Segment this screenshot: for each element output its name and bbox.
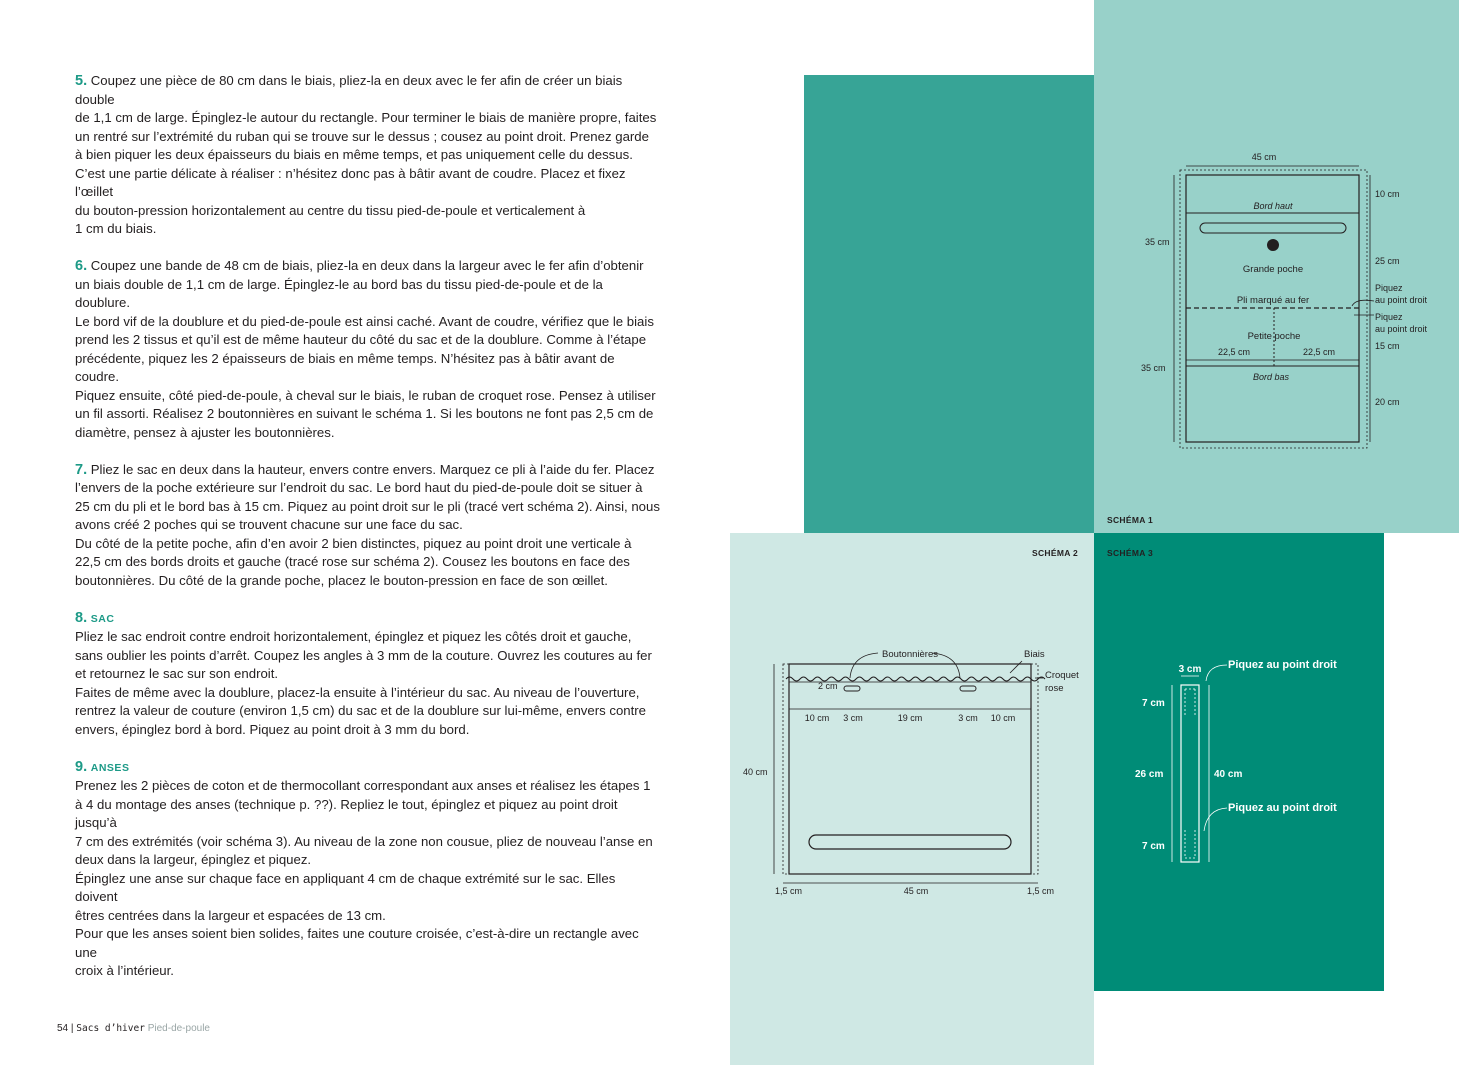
schema-3-width: 3 cm [1178,664,1202,675]
schema-2-height: 40 cm [743,767,768,777]
schema-1-pli: Pli marqué au fer [1236,295,1310,306]
teal-panel [804,75,1094,533]
step-9-line-2: 7 cm des extrémités (voir schéma 3). Au niveau de la zone non cousue, pliez de nouveau l’anse en [75,833,653,849]
pocket-opening [1200,223,1346,233]
schema-2-biais: Biais [1024,649,1045,660]
schema-2-two-cm: 2 cm [818,681,838,691]
schema-3-mid-26: 26 cm [1135,769,1164,780]
step-5-line-4: C’est une partie délicate à réaliser : n’hésitez donc pas à bâtir avant de coudre. Placez et fixez l’œillet [75,165,626,199]
instructions-column [75,72,660,999]
step-9-line-3: deux dans la largeur, épinglez et piquez. [75,852,312,867]
step-8-line-1: sans oublier les points d’arrêt. Coupez les angles à 3 mm de la couture. Ouvrez les coutures au fer [75,647,652,663]
step-8-line-0: Pliez le sac endroit contre endroit horizontalement, épinglez et piquez les côtés droit et gauche, [75,629,632,644]
step-9 [75,758,660,981]
step-6-line-3: prend les 2 tissus et qu’il est de même hauteur du côté du sac et de la doublure. Comme à l’étape [75,332,647,347]
schema-1-bord-haut: Bord haut [1253,201,1293,211]
schema-2-seg-1: 10 cm [804,713,830,723]
schema-3-piquez-bottom: Piquez au point droit [1228,802,1337,814]
schema-2-bottom-right: 1,5 cm [1027,886,1055,896]
buttonhole-left [844,686,860,691]
step-9-line-0: Prenez les 2 pièces de coton et de thermocollant correspondant aux anses et réalisez les étapes 1 [75,778,651,793]
handle-outline [1181,685,1199,862]
schema-2-bag-outline [789,664,1031,874]
schema-1-diagram [1094,0,1459,533]
schema-2-bottom-mid: 45 cm [903,886,929,896]
step-8-line-2: et retournez le sac sur son endroit. [75,666,279,681]
step-9-number: 9. [75,758,88,775]
schema-1-right-25: 25 cm [1375,256,1400,266]
schema-1-piquez-1b: au point droit [1375,295,1428,305]
schema-1-grande-poche: Grande poche [1242,264,1304,275]
step-8-heading [75,609,660,629]
step-6-line-5: Piquez ensuite, côté pied-de-poule, à cheval sur le biais, le ruban de croquet rose. Pensez à utiliser [75,387,656,403]
schema-1-left-half: 22,5 cm [1217,347,1251,357]
step-8-number: 8. [75,609,88,626]
step-5-line-3: à bien piquer les deux épaisseurs du biais en même temps, et pas uniquement celle du dessus. [75,147,633,162]
step-9-line-4: Épinglez une anse sur chaque face en appliquant 4 cm de chaque extrémité sur le sac. Elles doivent [75,870,616,904]
schema-2-seg-5: 10 cm [990,713,1016,723]
schema-3-bottom-7: 7 cm [1142,841,1165,852]
schema-3-diagram [1094,533,1384,991]
step-7-number: 7. [75,461,88,478]
step-6-line-7: diamètre, pensez à ajuster les boutonnières. [75,424,335,440]
schema-1-height-top: 35 cm [1145,237,1170,247]
step-9-line-7: croix à l’intérieur. [75,963,174,978]
step-6-line-1: un biais double de 1,1 cm de large. Épinglez-le au bord bas du tissu pied-de-poule et de la doublure. [75,276,603,310]
schema-2-seg-2: 3 cm [843,713,863,723]
step-7-line-3: avons créé 2 poches qui se trouvent chacune sur une face du sac. [75,517,463,532]
schema-3-total-40: 40 cm [1214,769,1243,780]
step-8-line-5: envers, épinglez bord à bord. Piquez au point droit à 3 mm du bord. [75,721,470,737]
schema-1-right-10: 10 cm [1375,189,1400,199]
step-9-heading [75,758,660,778]
footer-separator: | [70,1023,74,1034]
schema-2-seam-outline [783,664,1038,874]
step-6 [75,257,660,442]
schema-3-top-7: 7 cm [1142,698,1165,709]
schema-1-height-bottom: 35 cm [1141,363,1166,373]
step-6-line-4: précédente, piquez les 2 épaisseurs de biais en même temps. N’hésitez pas à bâtir avant de coudre. [75,350,615,384]
schema-3-caption: SCHÉMA 3 [1107,548,1154,558]
step-8 [75,609,660,740]
step-5-line-5: du bouton-pression horizontalement au centre du tissu pied-de-poule et verticalement à [75,202,586,218]
schema-2-seg-3: 19 cm [897,713,923,723]
page-footer [57,1023,210,1034]
step-9-line-1: à 4 du montage des anses (technique p. ??). Repliez le tout, épinglez et piquez au point droit jusqu’à [75,796,618,830]
schema-1-piquez-2b: au point droit [1375,324,1428,334]
step-8-line-4: rentrez la valeur de couture (environ 1,5 cm) du sac et de la doublure sur lui-même, envers contre [75,703,647,718]
schema-2-seg-4: 3 cm [958,713,978,723]
step-7-line-4: Du côté de la petite poche, afin d’en avoir 2 bien distinctes, piquez au point droit une verticale à [75,535,632,551]
schema-2-caption: SCHÉMA 2 [1032,548,1079,558]
schema-1-bord-bas: Bord bas [1252,372,1290,382]
step-7-line-6: boutonnières. Du côté de la grande poche, placez le bouton-pression en face de son œillet. [75,572,608,588]
step-7-line-0: 7. Pliez le sac en deux dans la hauteur, envers contre envers. Marquez ce pli à l’aide du fer. Placez [75,461,655,478]
step-7-line-1: l’envers de la poche extérieure sur l’endroit du sac. Le bord haut du pied-de-poule doit se situer à [75,480,643,495]
step-7-line-2: 25 cm du pli et le bord bas à 15 cm. Piquez au point droit sur le pli (tracé vert schéma 2). Ainsi, nous [75,498,660,514]
schema-2-bottom-left: 1,5 cm [775,886,803,896]
schema-1-right-20: 20 cm [1375,397,1400,407]
step-8-title: SAC [90,612,115,625]
schema-2-croquet-b: rose [1045,683,1064,694]
step-5 [75,72,660,239]
step-5-line-0: 5. Coupez une pièce de 80 cm dans le biais, pliez-la en deux avec le fer afin de créer un biais double [75,73,623,107]
chapter-title: Sacs d’hiver [76,1023,145,1034]
page-number: 54 [57,1023,69,1034]
snap-button-icon [1267,239,1279,251]
step-7-line-5: 22,5 cm des bords droits et gauche (tracé rose sur schéma 2). Cousez les boutons en face des [75,554,630,569]
schema-1-piquez-1a: Piquez [1375,283,1403,293]
schema-2-boutonnieres: Boutonnières [882,649,938,660]
step-6-line-2: Le bord vif de la doublure et du pied-de-poule est ainsi caché. Avant de coudre, vérifiez que le biais [75,313,654,329]
chapter-subtitle: Pied-de-poule [147,1023,210,1034]
buttonhole-right [960,686,976,691]
step-7 [75,461,660,591]
schema-1-caption: SCHÉMA 1 [1107,515,1154,525]
schema-1-width: 45 cm [1251,152,1277,162]
step-5-line-6: 1 cm du biais. [75,221,157,236]
schema-2-diagram [730,533,1094,933]
schema-1-piquez-2a: Piquez [1375,312,1403,322]
schema-1-petite-poche: Petite poche [1247,331,1301,342]
step-9-line-5: êtres centrées dans la largeur et espacées de 13 cm. [75,907,386,923]
step-6-line-0: 6. Coupez une bande de 48 cm de biais, pliez-la en deux dans la largeur avec le fer afin d’obtenir [75,258,644,274]
step-8-line-3: Faites de même avec la doublure, placez-la ensuite à l’intérieur du sac. Au niveau de l’ouverture, [75,684,640,700]
step-5-line-1: de 1,1 cm de large. Épinglez-le autour du rectangle. Pour terminer le biais de manière propre, faites [75,110,657,125]
step-6-line-6: un fil assorti. Réalisez 2 boutonnières en suivant le schéma 1. Si les boutons ne font pas 2,5 cm de [75,406,654,421]
step-5-line-2: un rentré sur l’extrémité du ruban qui se trouve sur le dessus ; cousez au point droit. Prenez garde [75,128,649,144]
step-9-line-6: Pour que les anses soient bien solides, faites une couture croisée, c’est-à-dire un rectangle avec une [75,926,639,960]
schema-3-piquez-top: Piquez au point droit [1228,659,1337,671]
step-6-number: 6. [75,258,88,274]
schema-2-croquet-a: Croquet [1045,670,1079,681]
schema-1-right-half: 22,5 cm [1302,347,1336,357]
step-9-title: ANSES [90,761,130,774]
step-5-number: 5. [75,73,88,89]
snap-pocket-opening [809,835,1011,849]
schema-1-right-15: 15 cm [1375,341,1400,351]
